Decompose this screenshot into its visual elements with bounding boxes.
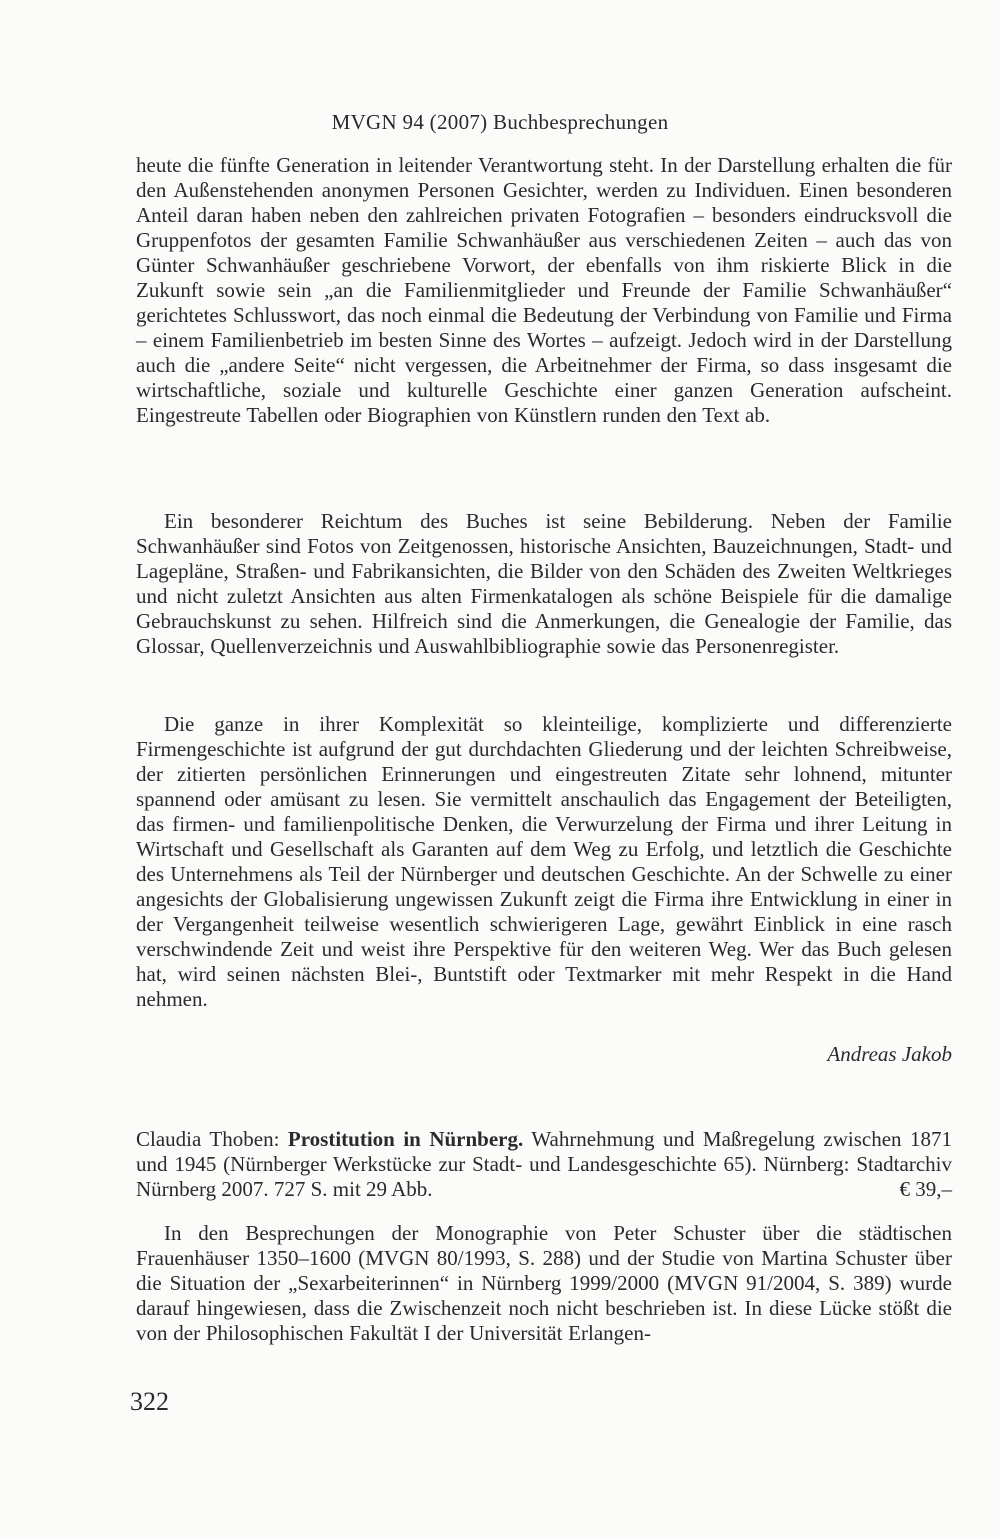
bibliographic-entry [136, 1127, 952, 1202]
book-price: € 39,– [899, 1177, 952, 1201]
paragraph-text: In den Besprechungen der Monographie von Peter Schuster über die städtischen Frauenhäuser 1350–1600 (MVGN 80/1993, S. 288) und der Studie von Martina Schuster über die Situation der „Sexarbeiterinnen“ in Nürnberg 1999/2000 (MVGN 91/2004, S. 389) wurde darauf hingewiesen, dass die Zwischenzeit noch nicht beschrieben ist. In diese Lücke stößt die von der Philosophischen Fakultät I der Universität Erlangen- [136, 1221, 952, 1345]
review-paragraph-2 [136, 509, 952, 659]
book-details: Wahrnehmung und Maßregelung zwischen 1871 und 1945 (Nürnberger Werkstücke zur Stadt- und Landesgeschichte 65). Nürnberg: Stadtarchiv Nürnberg 2007. 727 S. mit 29 Abb. [136, 1127, 952, 1201]
paragraph-text: Ein besonderer Reichtum des Buches ist seine Bebilderung. Neben der Familie Schwanhäußer sind Fotos von Zeitgenossen, historische Ansichten, Bauzeichnungen, Stadt- und Lagepläne, Straßen- und Fabrikansichten, die Bilder von den Schäden des Zweiten Weltkrieges und nicht zuletzt Ansichten aus alten Firmenkatalogen als schöne Beispiele für die damalige Gebrauchskunst zu sehen. Hilfreich sind die Anmerkungen, die Genealogie der Familie, das Glossar, Quellenverzeichnis und Auswahlbibliographie sowie das Personenregister. [136, 509, 952, 658]
book-title: Prostitution in Nürnberg. [287, 1127, 524, 1151]
review2-paragraph-1 [136, 1221, 952, 1346]
reviewer-signature: Andreas Jakob [827, 1042, 952, 1066]
paragraph-text: Die ganze in ihrer Komplexität so kleinteilige, komplizierte und differenzierte Firmengeschichte ist aufgrund der gut durchdachten Gliederung und der leichten Schreibweise, der zitierten persönlichen Erinnerungen und eingestreuten Zitate sehr lohnend, mitunter spannend oder amüsant zu lesen. Sie vermittelt anschaulich das Engagement der Beteiligten, das firmen- und familienpolitische Denken, die Verwurzelung der Firma und ihrer Leitung in Wirtschaft und Gesellschaft als Garanten auf dem Weg zu Erfolg, und letztlich die Geschichte des Unternehmens als Teil der Nürnberger und deutschen Geschichte. An der Schwelle zu einer angesichts der Globalisierung ungewissen Zukunft zeigt die Firma ihre Entwicklung in einer in der Vergangenheit teilweise wesentlich schwierigeren Lage, gewährt Einblick in eine rasch verschwindende Zeit und weist ihre Perspektive für den weiteren Weg. Wer das Buch gelesen hat, wird seinen nächsten Blei-, Buntstift oder Textmarker mit mehr Respekt in die Hand nehmen. [136, 712, 952, 1011]
review-paragraph-1 [136, 153, 952, 428]
paragraph-text: heute die fünfte Generation in leitender Verantwortung steht. In der Darstellung erhalten die für den Außenstehenden anonymen Personen Gesichter, werden zu Individuen. Einen besonderen Anteil daran haben neben den zahlreichen privaten Fotografien – besonders eindrucksvoll die Gruppenfotos der gesamten Familie Schwanhäußer aus verschiedenen Zeiten – auch das von Günter Schwanhäußer geschriebene Vorwort, der ebenfalls von ihm riskierte Blick in die Zukunft sowie sein „an die Familienmitglieder und Freunde der Familie Schwanhäußer“ gerichtetes Schlusswort, das noch einmal die Bedeutung der Verbindung von Familie und Firma – einem Familienbetrieb im besten Sinne des Wortes – aufzeigt. Jedoch wird in der Darstellung auch die „andere Seite“ nicht vergessen, die Arbeitnehmer der Firma, so dass insgesamt die wirtschaftliche, soziale und kulturelle Geschichte einer ganzen Generation aufscheint. Eingestreute Tabellen oder Biographien von Künstlern runden den Text ab. [136, 153, 952, 427]
running-head: MVGN 94 (2007) Buchbesprechungen [331, 110, 669, 134]
book-author: Claudia Thoben: [136, 1127, 288, 1151]
review-paragraph-3 [136, 712, 952, 1012]
page-number: 322 [130, 1387, 169, 1416]
